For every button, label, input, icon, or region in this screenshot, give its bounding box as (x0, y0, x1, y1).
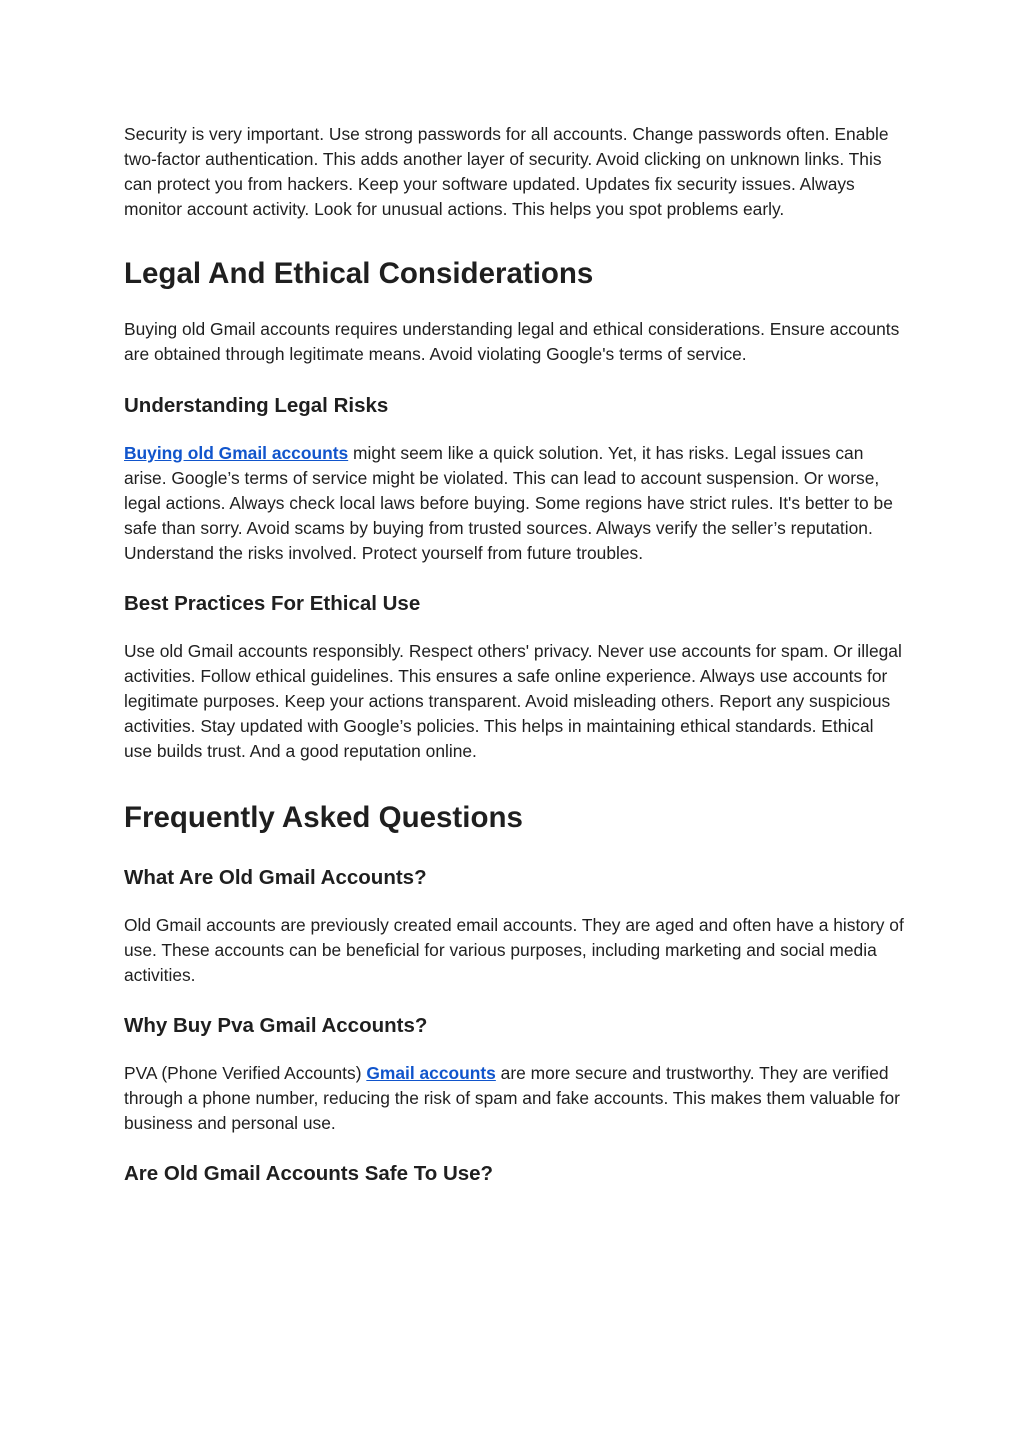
faq-what-heading: What Are Old Gmail Accounts? (124, 865, 427, 889)
faq-safe-heading: Are Old Gmail Accounts Safe To Use? (124, 1162, 494, 1186)
best-practices-heading: Best Practices For Ethical Use (124, 592, 421, 616)
legal-ethical-heading: Legal And Ethical Considerations (124, 257, 594, 291)
legal-risks-paragraph (124, 441, 904, 566)
gmail-accounts-link[interactable]: Gmail accounts (366, 1062, 496, 1083)
legal-risks-heading: Understanding Legal Risks (124, 393, 389, 417)
security-paragraph: Security is very important. Use strong passwords for all accounts. Change passwords often. Enable two-factor authentication. This adds another layer of security. Avoid clicking on unknown links. This can protect you from hackers. Keep your software updated. Updates fix security issues. Always monitor account activity. Look for unusual actions. This helps you spot problems early. (124, 124, 889, 220)
buying-old-gmail-link[interactable]: Buying old Gmail accounts (124, 442, 349, 463)
best-practices-paragraph: Use old Gmail accounts responsibly. Respect others' privacy. Never use accounts for spam. Or illegal activities. Follow ethical guidelines. This ensures a safe online experience. Always use accounts for legitimate purposes. Keep your actions transparent. Avoid misleading others. Report any suspicious activities. Stay updated with Google’s policies. This helps in maintaining ethical standards. Ethical use builds trust. And a good reputation online. (124, 641, 902, 762)
faq-why-paragraph (124, 1061, 904, 1136)
faq-what-paragraph: Old Gmail accounts are previously created email accounts. They are aged and often have a history of use. These accounts can be beneficial for various purposes, including marketing and social media activities. (124, 914, 904, 985)
legal-intro-paragraph: Buying old Gmail accounts requires understanding legal and ethical considerations. Ensure accounts are obtained through legitimate means. Avoid violating Google's terms of service. (124, 319, 900, 365)
legal-risks-text: might seem like a quick solution. Yet, it has risks. Legal issues can arise. Google’s terms of service might be violated. This can lead to account suspension. Or worse, legal actions. Always check local laws before buying. Some regions have strict rules. It's better to be safe than sorry. Avoid scams by buying from trusted sources. Always verify the seller’s reputation. Understand the risks involved. Protect yourself from future troubles. (124, 442, 893, 563)
faq-why-text-before: PVA (Phone Verified Accounts) (124, 1062, 367, 1083)
document-page (124, 122, 904, 1188)
faq-heading: Frequently Asked Questions (124, 800, 523, 834)
faq-why-text-after: are more secure and trustworthy. They are verified through a phone number, reducing the risk of spam and fake accounts. This makes them valuable for business and personal use. (124, 1062, 900, 1133)
faq-why-heading: Why Buy Pva Gmail Accounts? (124, 1013, 428, 1037)
